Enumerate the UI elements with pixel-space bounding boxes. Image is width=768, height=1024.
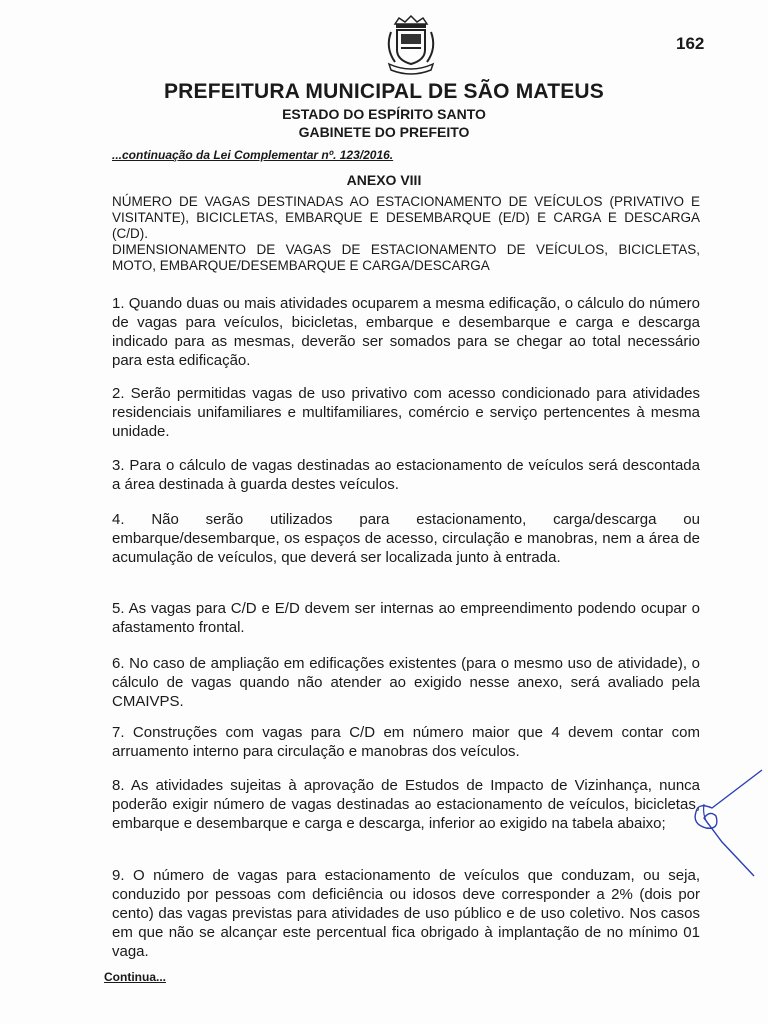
annex-intro [112,194,700,274]
paragraph-9: 9. O número de vagas para estacionamento de veículos que conduzam, ou seja, conduzido por pessoas com deficiência ou idosos deve corresponder a 2% (dois por cento) das vagas previstas para atividades de uso público e de uso coletivo. Nos casos em que não se alcançar este percentual fica obrigado à implantação de no mínimo 01 vaga. [112,867,700,960]
paragraph-1: 1. Quando duas ou mais atividades ocuparem a mesma edificação, o cálculo do número de vagas para veículos, bicicletas, embarque e desembarque e carga e descarga indicado para as mesmas, deverão ser somados para se chegar ao total necessário para esta edificação. [112,295,700,369]
paragraph-5: 5. As vagas para C/D e E/D devem ser internas ao empreendimento podendo ocupar o afastamento frontal. [112,600,700,636]
paragraph-2: 2. Serão permitidas vagas de uso privativo com acesso condicionado para atividades residenciais unifamiliares e multifamiliares, comércio e serviço pertencentes à mesma unidade. [112,385,700,440]
office-name: GABINETE DO PREFEITO [298,124,470,140]
page-number: 162 [676,34,705,53]
paragraph-8: 8. As atividades sujeitas à aprovação de Estudos de Impacto de Vizinhança, nunca poderão exigir número de vagas destinadas ao estacionamento de veículos, bicicletas, embarque e desembarque e carga e descarga, inferior ao exigido na tabela abaixo; [112,777,700,832]
paragraph-4: 4. Não serão utilizados para estacionamento, carga/descarga ou embarque/desembarque, os espaços de acesso, circulação e manobras, nem a área de acumulação de veículos, que deverá ser localizada junto à entrada. [112,511,700,566]
paragraph-6: 6. No caso de ampliação em edificações existentes (para o mesmo uso de atividade), o cálculo de vagas quando não atender ao exigido nesse anexo, será avaliado pela CMAIVPS. [112,655,700,710]
state-name: ESTADO DO ESPÍRITO SANTO [282,106,486,122]
paragraph-7: 7. Construções com vagas para C/D em número maior que 4 devem contar com arruamento interno para circulação e manobras dos veículos. [112,724,700,760]
continuation-note: ...continuação da Lei Complementar nº. 123/2016. [112,148,394,162]
handwritten-signature-icon [650,768,768,878]
municipality-title: PREFEITURA MUNICIPAL DE SÃO MATEUS [163,80,605,103]
annex-intro-line-2: DIMENSIONAMENTO DE VAGAS DE ESTACIONAMENTO DE VEÍCULOS, BICICLETAS, MOTO, EMBARQUE/DESEMBARQUE E CARGA/DESCARGA [112,242,700,273]
continua-note: Continua... [104,970,166,984]
annex-title: ANEXO VIII [346,172,422,188]
coat-of-arms-icon [381,14,441,78]
paragraph-3: 3. Para o cálculo de vagas destinadas ao estacionamento de veículos será descontada a área destinada à guarda destes veículos. [112,457,700,493]
annex-intro-line-1: NÚMERO DE VAGAS DESTINADAS AO ESTACIONAMENTO DE VEÍCULOS (PRIVATIVO E VISITANTE), BICICLETAS, EMBARQUE E DESEMBARQUE (E/D) E CARGA E DESCARGA (C/D). [112,194,700,241]
